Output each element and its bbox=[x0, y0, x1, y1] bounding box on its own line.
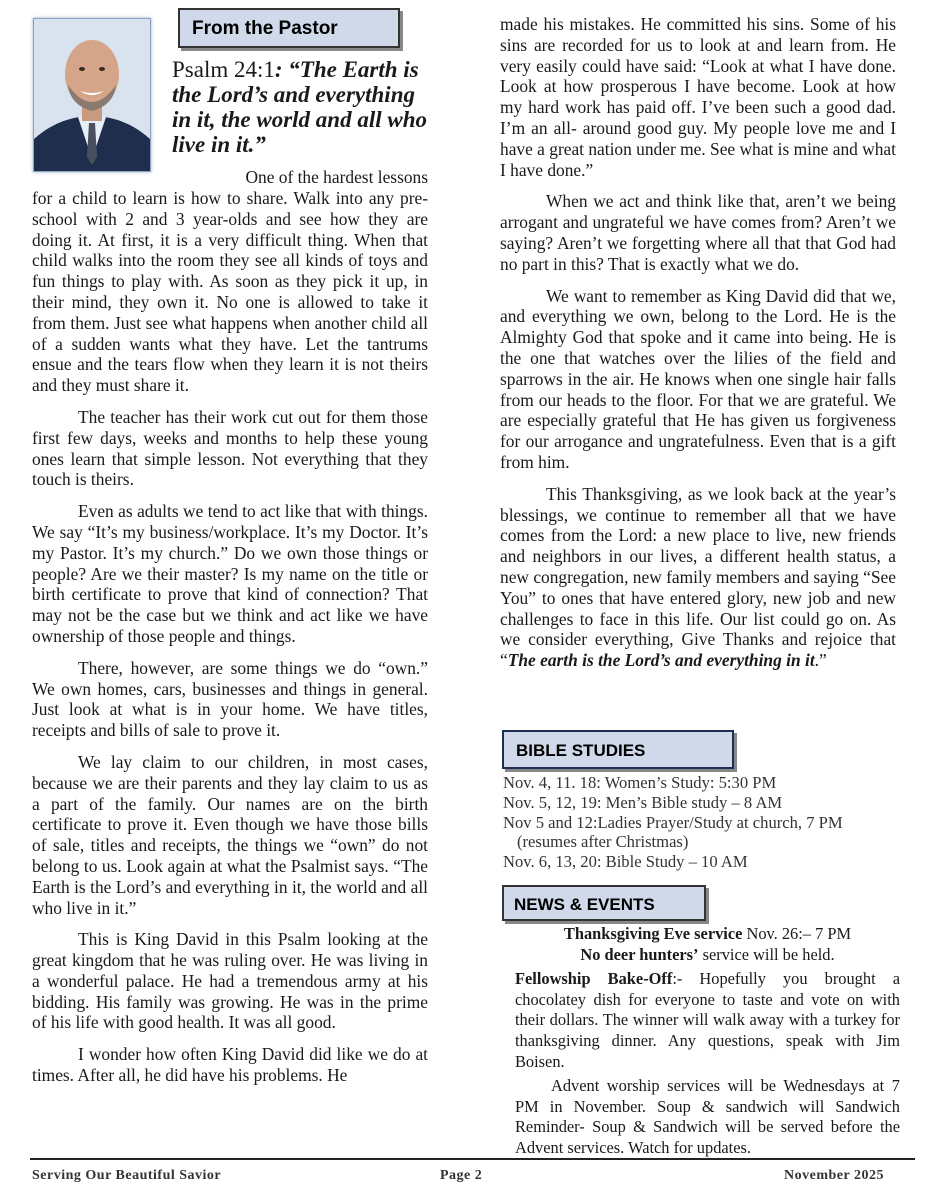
paragraph: made his mistakes. He committed his sins. Some of his sins are recorded for us to look at and learn from. He very easily could have said: “Look at what I have done. Look at how prosperous I have become. Look at how my hard work has paid off. I’ve been such a good dad. I’m an all- around good guy. My people love me and I have a great nation under me. See what is mine and what I have done.” bbox=[500, 14, 896, 180]
footer-left: Serving Our Beautiful Savior bbox=[32, 1168, 222, 1183]
event-title: Thanksgiving Eve service bbox=[563, 924, 743, 943]
event-title: No deer hunters’ bbox=[580, 944, 699, 964]
closing-text: This Thanksgiving, as we look back at the year’s blessings, we continue to remember all that we have comes from the Lord: a new place to live, new friends and neighbors in our lives, a different health status, a new congregation, new family members and saying “See You” to ones that have entered glory, new job and new challenges to face in this life. Our list could go on. As we consider everything, Give Thanks and rejoice that “ bbox=[500, 483, 896, 671]
list-item: (resumes after Christmas) bbox=[517, 832, 689, 852]
paragraph: for a child to learn is how to share. Walk into any pre-school with 2 and 3 year-olds and see how they are doing it. At first, it is a very difficult thing. When that child walks into the room they see all kinds of toys and fun things to play with. As soon as they pick it up, in their mind, they own it. No one is allowed to take it from them. Just see what happens when another child all of a sudden wants what they have. Let the tantrums ensue and the tears flow when they learn it is not theirs and they must share it. bbox=[32, 188, 428, 396]
closing-paragraph bbox=[500, 484, 896, 671]
closing-end: .” bbox=[814, 650, 827, 671]
footer-page-number: Page 2 bbox=[440, 1168, 483, 1183]
list-item: Nov. 5, 12, 19: Men’s Bible study – 8 AM bbox=[503, 792, 783, 812]
bible-studies-list bbox=[503, 773, 903, 872]
list-item: Nov. 4, 11. 18: Women’s Study: 5:30 PM bbox=[503, 773, 777, 792]
event-thanksgiving bbox=[515, 924, 900, 945]
event-bake-off bbox=[515, 969, 900, 1072]
paragraph: Even as adults we tend to act like that with things. We say “It’s my business/workplace. It’s my Doctor. It’s my Pastor. It’s my church.” Do we own those things or people? Are we their master? Is my name on the title or birth certificate to prove that kind of connection? That may not be the case but we think and act like we have ownership of those people and things. bbox=[32, 501, 428, 646]
verse-quote: : “The Earth is the Lord’s and everything in it, the world and all who live in it.” bbox=[172, 57, 427, 157]
event-detail: service will be held. bbox=[698, 944, 835, 964]
scripture-verse bbox=[172, 57, 437, 157]
event-advent: Advent worship services will be Wednesdays at 7 PM in November. Soup & sandwich will Sandwich Reminder- Soup & Sandwich will be served before the Advent services. Watch for updates. bbox=[515, 1076, 900, 1157]
section-header-pastor bbox=[178, 8, 400, 48]
pastor-photo bbox=[33, 18, 151, 172]
event-title: Fellowship Bake-Off bbox=[515, 969, 673, 989]
paragraph: We lay claim to our children, in most cases, because we are their parents and they lay claim to us as a part of the family. Our names are on the birth certificate to prove it. Even though we have those bills of sale, titles and receipts, the things we “own” do not belong to us. Look again at what the Psalmist says. “The Earth is the Lord’s and everything in it, the world and all who live in it.” bbox=[32, 751, 428, 918]
section-header-news bbox=[502, 885, 706, 921]
paragraph: There, however, are some things we do “own.” We own homes, cars, businesses and things in general. Just look at what is in your home. We have titles, receipts and bills of sale to prove it. bbox=[32, 657, 428, 741]
paragraph: The teacher has their work cut out for them those first few days, weeks and months to help these young ones learn that simple lesson. Not everything that they touch is theirs. bbox=[32, 406, 428, 490]
pastor-portrait-icon bbox=[34, 19, 150, 171]
paragraph: This is King David in this Psalm looking at the great kingdom that he was ruling over. He was living in a wonderful palace. He had a tremendous army at his bidding. His family was growing. He was in the prime of his life with good health. It was all good. bbox=[32, 929, 428, 1033]
article-column-left bbox=[32, 188, 428, 1097]
news-events bbox=[515, 924, 900, 1163]
footer-divider bbox=[30, 1158, 915, 1160]
verse-reference: Psalm 24:1 bbox=[172, 57, 275, 82]
section-title: From the Pastor bbox=[192, 18, 338, 39]
event-detail: Nov. 26:– 7 PM bbox=[742, 924, 852, 943]
event-detail: :- Hopefully you brought a chocolatey dish for everyone to taste and vote on with their dollars. The winner will walk away with a turkey for thanksgiving dinner. Any questions, speak with Jim Boisen. bbox=[515, 969, 900, 1071]
footer-date: November 2025 bbox=[784, 1168, 884, 1183]
closing-quote: The earth is the Lord’s and everything in it bbox=[507, 650, 815, 671]
list-item: Nov. 6, 13, 20: Bible Study – 10 AM bbox=[503, 852, 748, 872]
paragraph: One of the hardest lessons bbox=[245, 167, 428, 187]
paragraph: When we act and think like that, aren’t we being arrogant and ungrateful we have comes from? Aren’t we saying? Aren’t we forgetting where all that that God had no part in this? That is exactly what we do. bbox=[500, 191, 896, 274]
article-column-right bbox=[500, 14, 896, 682]
list-item: Nov 5 and 12:Ladies Prayer/Study at church, 7 PM bbox=[503, 812, 843, 832]
paragraph: We want to remember as King David did that we, and everything we own, belong to the Lord. He is the Almighty God that spoke and it came into being. He is the one that watches over the lilies of the field and sparrows in the air. He knows when one single hair falls from our heads to the floor. For that we are grateful. We are especially grateful that He has given us forgiveness for our arrogance and ungratefulness. Even that is a gift from him. bbox=[500, 285, 896, 472]
section-header-bible-studies bbox=[502, 730, 734, 769]
section-title: NEWS & EVENTS bbox=[514, 895, 655, 914]
event-deer-hunters bbox=[515, 945, 900, 966]
paragraph: I wonder how often King David did like we do at times. After all, he did have his problems. He bbox=[32, 1044, 428, 1086]
section-title: BIBLE STUDIES bbox=[516, 741, 646, 760]
